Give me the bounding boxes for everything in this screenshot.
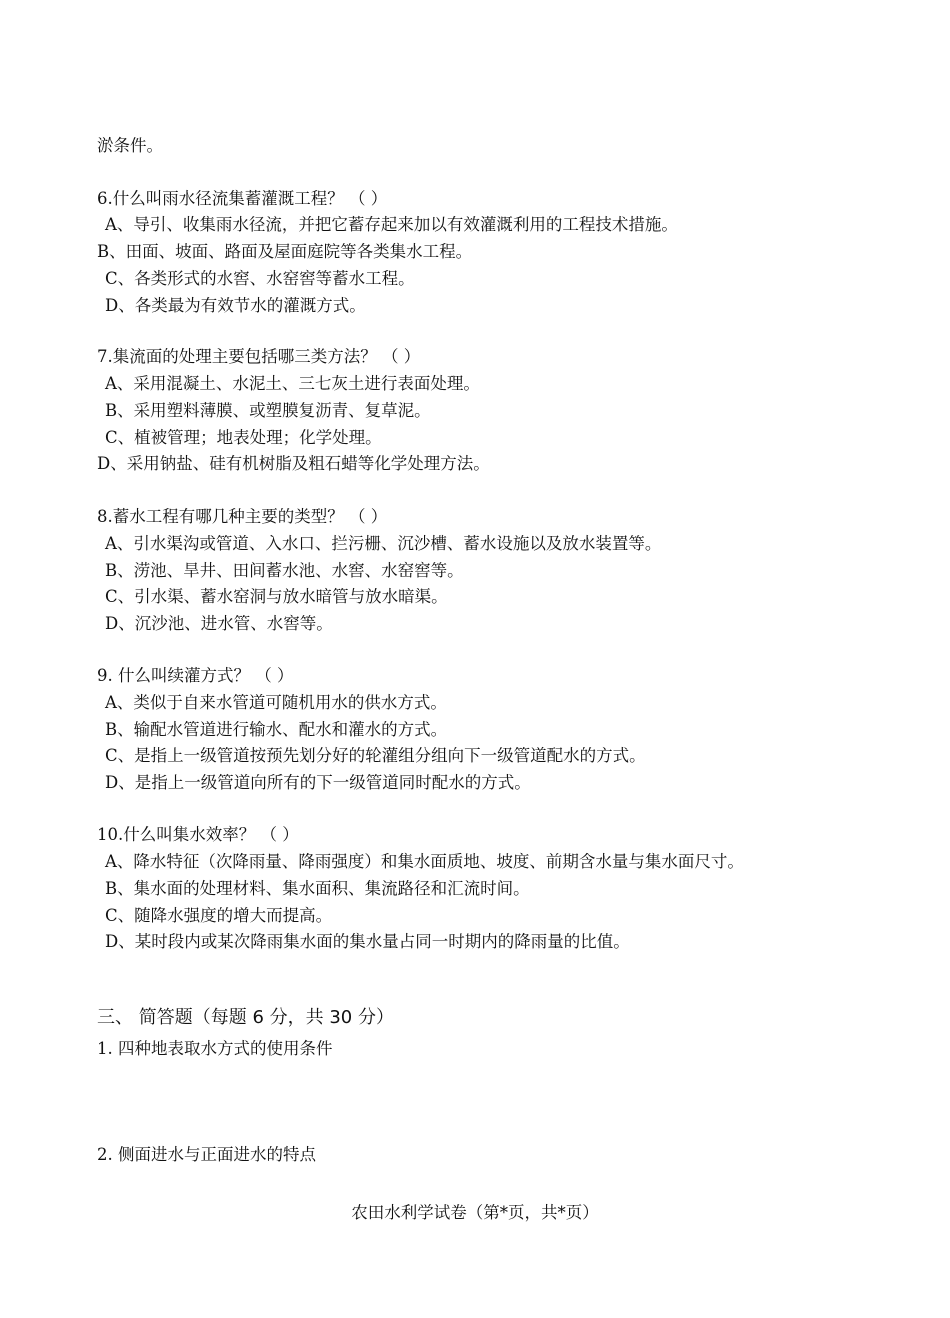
question-7-option-b: B、采用塑料薄膜、或塑膜复沥青、复草泥。 bbox=[105, 401, 431, 420]
question-7-option-a: A、采用混凝土、水泥土、三七灰土进行表面处理。 bbox=[105, 374, 480, 393]
question-9-option-a: A、类似于自来水管道可随机用水的供水方式。 bbox=[105, 693, 447, 712]
question-6-option-a: A、导引、收集雨水径流，并把它蓄存起来加以有效灌溉利用的工程技术措施。 bbox=[105, 215, 678, 234]
section-3-item-1: 1. 四种地表取水方式的使用条件 bbox=[97, 1039, 333, 1058]
section-3-item-2: 2. 侧面进水与正面进水的特点 bbox=[97, 1145, 316, 1164]
question-7-stem: 7.集流面的处理主要包括哪三类方法？ （ ） bbox=[97, 347, 421, 366]
question-10-stem: 10.什么叫集水效率？ （ ） bbox=[97, 825, 299, 844]
section-3-heading: 三、 简答题（每题 6 分，共 30 分） bbox=[97, 1007, 394, 1028]
question-7-option-d: D、采用钠盐、硅有机树脂及粗石蜡等化学处理方法。 bbox=[97, 454, 490, 473]
question-6-option-d: D、各类最为有效节水的灌溉方式。 bbox=[105, 296, 366, 315]
question-7-option-c: C、植被管理；地表处理；化学处理。 bbox=[105, 428, 382, 447]
question-10-option-c: C、随降水强度的增大而提高。 bbox=[105, 906, 333, 925]
question-8-option-d: D、沉沙池、进水管、水窖等。 bbox=[105, 614, 333, 633]
question-10-option-d: D、某时段内或某次降雨集水面的集水量占同一时期内的降雨量的比值。 bbox=[105, 932, 630, 951]
question-6-stem: 6.什么叫雨水径流集蓄灌溉工程？ （ ） bbox=[97, 189, 388, 208]
question-9-stem: 9. 什么叫续灌方式？ （ ） bbox=[97, 666, 294, 685]
question-6-option-c: C、各类形式的水窖、水窑窖等蓄水工程。 bbox=[105, 269, 415, 288]
continuation-text: 淤条件。 bbox=[97, 136, 163, 155]
question-9-option-c: C、是指上一级管道按预先划分好的轮灌组分组向下一级管道配水的方式。 bbox=[105, 746, 646, 765]
question-9-option-d: D、是指上一级管道向所有的下一级管道同时配水的方式。 bbox=[105, 773, 531, 792]
question-10-option-b: B、集水面的处理材料、集水面积、集流路径和汇流时间。 bbox=[105, 879, 530, 898]
question-8-option-a: A、引水渠沟或管道、入水口、拦污栅、沉沙槽、蓄水设施以及放水装置等。 bbox=[105, 534, 662, 553]
question-8-option-b: B、涝池、旱井、田间蓄水池、水窖、水窑窖等。 bbox=[105, 561, 464, 580]
question-8-stem: 8.蓄水工程有哪几种主要的类型？ （ ） bbox=[97, 507, 388, 526]
page-footer: 农田水利学试卷（第*页，共*页） bbox=[351, 1203, 599, 1222]
question-10-option-a: A、降水特征（次降雨量、降雨强度）和集水面质地、坡度、前期含水量与集水面尺寸。 bbox=[105, 852, 744, 871]
question-9-option-b: B、输配水管道进行输水、配水和灌水的方式。 bbox=[105, 720, 448, 739]
question-8-option-c: C、引水渠、蓄水窑洞与放水暗管与放水暗渠。 bbox=[105, 587, 448, 606]
question-6-option-b: B、田面、坡面、路面及屋面庭院等各类集水工程。 bbox=[97, 242, 473, 261]
